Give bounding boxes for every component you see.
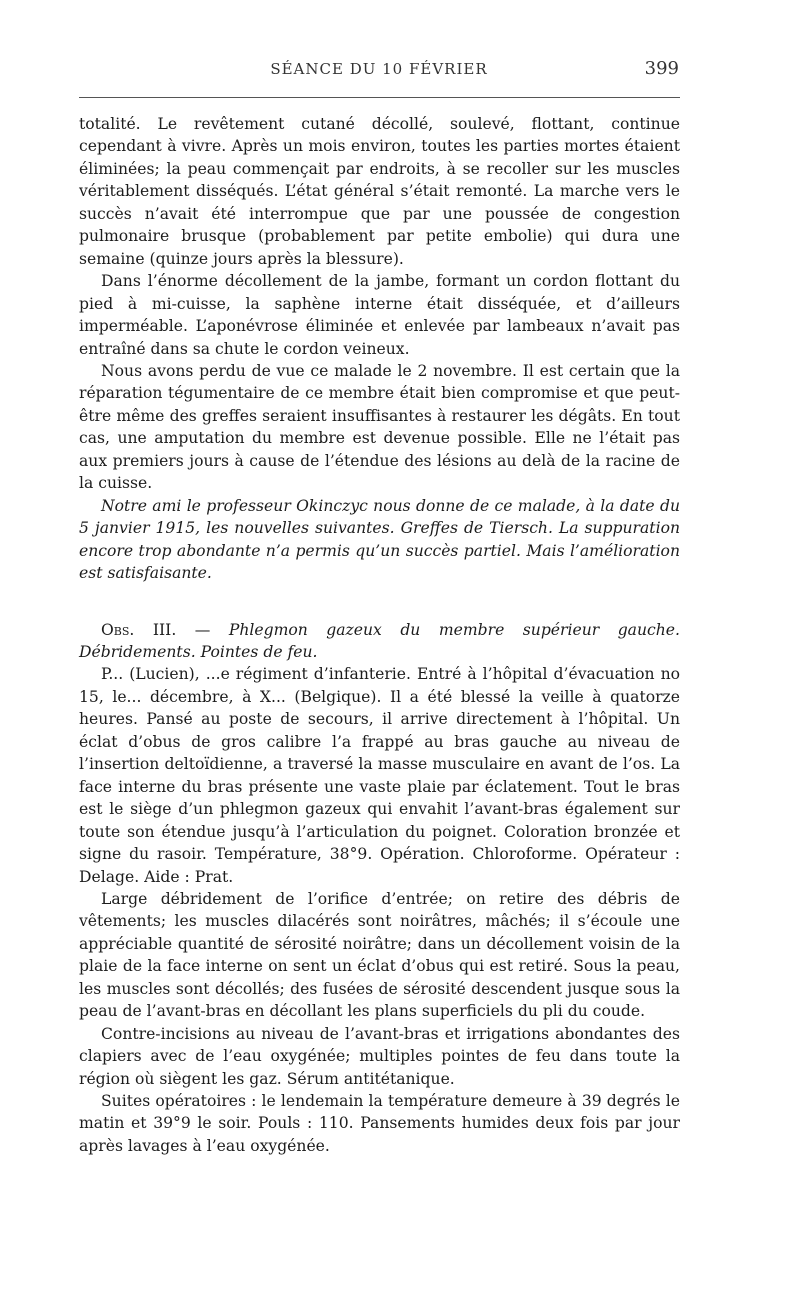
running-title: SÉANCE DU 10 FÉVRIER bbox=[270, 60, 488, 78]
paragraph-outcome: Nous avons perdu de vue ce malade le 2 novembre. Il est certain que la réparation tégumentaire de ce membre était bien compromise et que peut-être même des greffes seraient insuffisantes à restaurer les dégâts. En tout cas, une amputation du membre est devenue possible. Elle ne l’était pas aux premiers jours à cause de l’étendue des lésions au delà de la racine de la cuisse. bbox=[79, 361, 680, 493]
note-okinczyc: Notre ami le professeur Okinczyc nous donne de ce malade, à la date du 5 janvier 1915, les nouvelles suivantes. Greffes de Tiersch. La suppuration encore trop abondante n’a permis qu’un succès partiel. Mais l’amélioration est satisfaisante. bbox=[79, 496, 680, 583]
page-number: 399 bbox=[644, 58, 679, 79]
paragraph-contre-incisions: Contre-incisions au niveau de l’avant-bras et irrigations abondantes des clapiers avec de l’eau oxygénée; multiples pointes de feu dans toute la région où siègent les gaz. Sérum antitétanique. bbox=[79, 1024, 680, 1088]
paragraph-patient: P... (Lucien), ...e régiment d’infanterie. Entré à l’hôpital d’évacuation no 15, le... décembre, à X... (Belgique). Il a été blessé la veille à quatorze heures. Pansé au poste de secours, il arrive directement à l’hôpital. Un éclat d’obus de gros calibre l’a frappé au bras gauche au niveau de l’insertion deltoïdienne, a traversé la masse musculaire en avant de l’os. La face interne du bras présente une vaste plaie par éclatement. Tout le bras est le siège d’un phlegmon gazeux qui envahit l’avant-bras également sur toute son étendue jusqu’à l’articulation du poignet. Coloration bronzée et signe du rasoir. Température, 38°9. Opération. Chloroforme. Opérateur : Delage. Aide : Prat. bbox=[79, 665, 680, 886]
observation-label: Obs. III. bbox=[101, 620, 177, 639]
running-head bbox=[79, 56, 679, 86]
paragraph-saphene: Dans l’énorme décollement de la jambe, formant un cordon flottant du pied à mi-cuisse, la saphène interne était disséquée, et d’ailleurs imperméable. L’aponévrose éliminée et enlevée par lambeaux n’avait pas entraîné dans sa chute le cordon veineux. bbox=[79, 272, 680, 358]
header-rule bbox=[79, 97, 680, 98]
paragraph-suites: Suites opératoires : le lendemain la température demeure à 39 degrés le matin et 39°9 le soir. Pouls : 110. Pansements humides deux fois par jour après lavages à l’eau oxygénée. bbox=[79, 1092, 680, 1155]
body-text bbox=[79, 113, 680, 1157]
observation-title: Phlegmon gazeux du membre supérieur gauche. Débridements. Pointes de feu. bbox=[79, 620, 680, 661]
observation-heading bbox=[79, 619, 680, 664]
observation-dash: — bbox=[176, 620, 229, 639]
paragraph-debridement: Large débridement de l’orifice d’entrée; on retire des débris de vêtements; les muscles dilacérés sont noirâtres, mâchés; il s’écoule une appréciable quantité de sérosité noirâtre; dans un décollement voisin de la plaie de la face interne on sent un éclat d’obus qui est retiré. Sous la peau, les muscles sont décollés; des fusées de sérosité descendent jusque sous la peau de l’avant-bras en décollant les plans superficiels du pli du coude. bbox=[79, 889, 680, 1021]
paragraph-continuation: totalité. Le revêtement cutané décollé, soulevé, flottant, continue cependant à vivre. Après un mois environ, toutes les parties mortes étaient éliminées; la peau commençait par endroits, à se recoller sur les muscles véritablement disséqués. L’état général s’était remonté. La marche vers le succès n’avait été interrompue que par une poussée de congestion pulmonaire brusque (probablement par petite embolie) qui dura une semaine (quinze jours après la blessure). bbox=[79, 115, 680, 268]
